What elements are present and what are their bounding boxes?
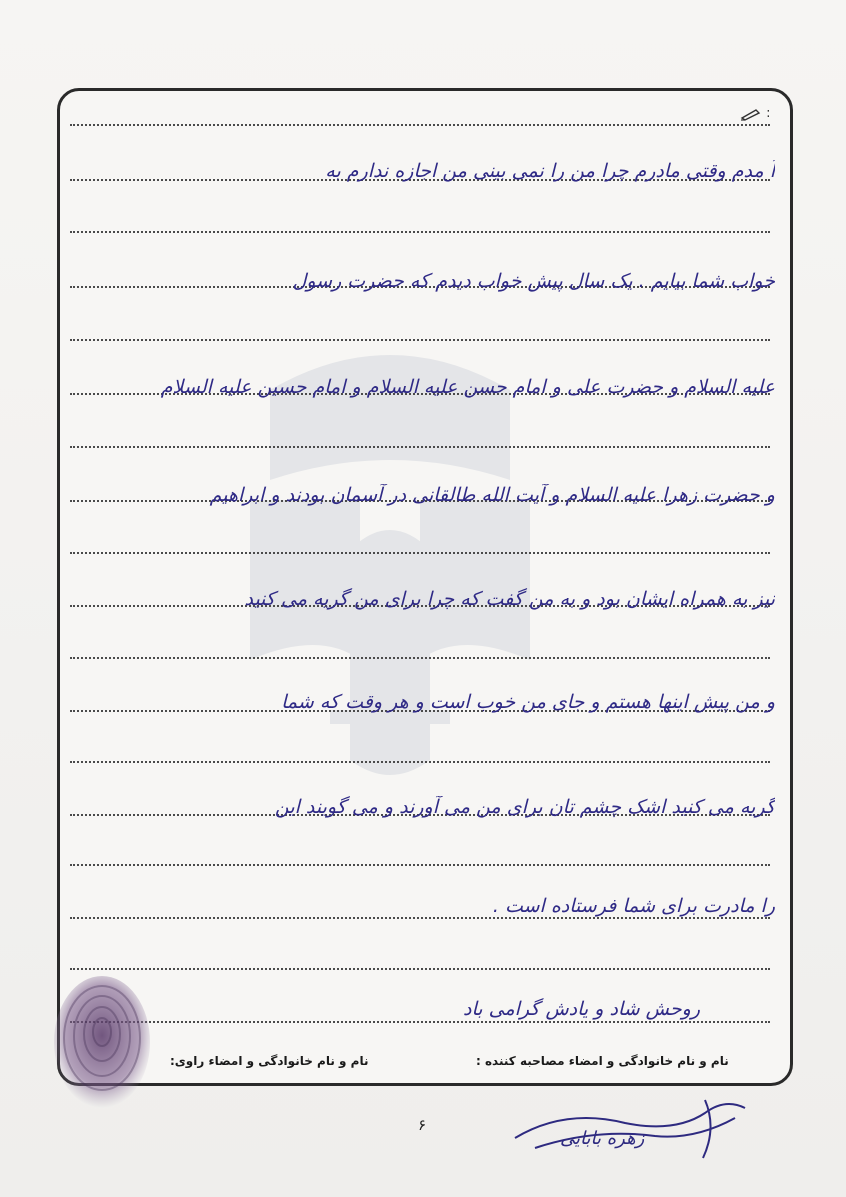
- fingerprint-mark: [48, 972, 156, 1120]
- pen-marker-colon: :: [766, 106, 771, 121]
- handwritten-line: را مادرت برای شما فرستاده است .: [492, 895, 775, 917]
- ruled-line: [70, 446, 770, 448]
- signature-name: زهره بابایی: [560, 1128, 645, 1149]
- ruled-line: [70, 124, 770, 126]
- interviewer-label: نام و نام خانوادگی و امضاء مصاحبه کننده :: [476, 1054, 729, 1068]
- handwritten-line: نیز به همراه ایشان بود و به من گفت که چرا برای من گریه می کنید: [244, 588, 775, 610]
- ruled-line: [70, 864, 770, 866]
- foundation-watermark-emblem: [210, 330, 570, 800]
- handwritten-line: و حضرت زهرا علیه السلام و آیت الله طالقانی در آسمان بودند و ابراهیم: [209, 484, 775, 506]
- handwritten-line: روحش شاد و یادش گرامی باد: [463, 998, 700, 1020]
- handwritten-line: و من پیش اینها هستم و جای من خوب است و هر وقت که شما: [281, 691, 775, 713]
- ruled-line: [70, 968, 770, 970]
- ruled-line: [70, 339, 770, 341]
- handwritten-line: خواب شما بیایم . یک سال پیش خواب دیدم که حضرت رسول: [292, 270, 775, 292]
- pen-icon: [740, 107, 762, 121]
- ruled-line: [70, 657, 770, 659]
- handwritten-line: علیه السلام و حضرت علی و امام حسن علیه السلام و امام حسین علیه السلام: [160, 376, 775, 398]
- ruled-line: [70, 761, 770, 763]
- ruled-line: [70, 1021, 770, 1023]
- handwritten-line: آ مدم وقتی مادرم چرا من را نمی بینی من اجازه ندارم به: [325, 160, 775, 182]
- narrator-label: نام و نام خانوادگی و امضاء راوی:: [170, 1054, 369, 1068]
- pen-marker: [740, 106, 774, 124]
- handwritten-line: گریه می کنید اشک چشم تان برای من می آورند و می گویند این: [274, 796, 775, 818]
- ruled-line: [70, 552, 770, 554]
- ruled-line: [70, 231, 770, 233]
- page-number: ۶: [418, 1116, 427, 1134]
- ruled-line: [70, 917, 770, 919]
